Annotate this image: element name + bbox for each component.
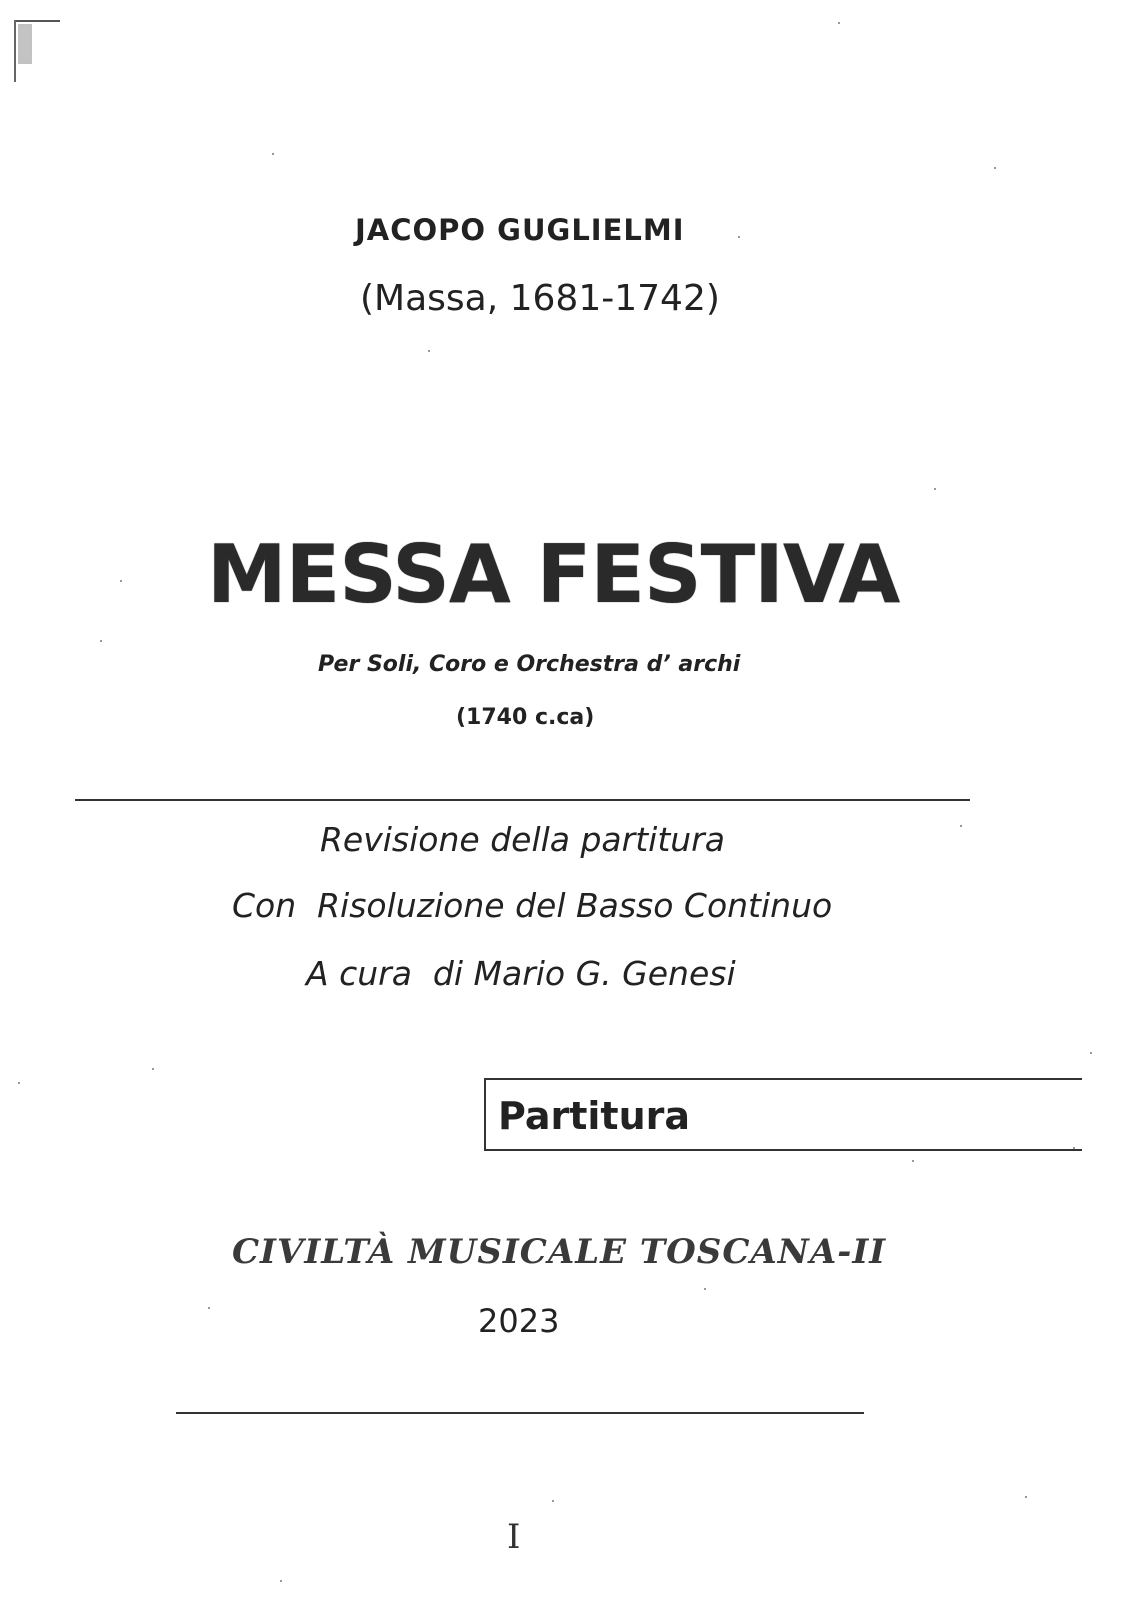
divider-bottom xyxy=(176,1412,864,1414)
revision-line-1: Revisione della partitura xyxy=(320,820,725,859)
publication-series: CIVILTÀ MUSICALE TOSCANA-II xyxy=(232,1232,887,1272)
score-type-box xyxy=(484,1078,1082,1151)
scan-artifact xyxy=(14,20,60,82)
page-number: I xyxy=(507,1517,521,1557)
revision-line-3: A cura di Mario G. Genesi xyxy=(306,954,736,993)
work-date: (1740 c.ca) xyxy=(456,705,595,730)
divider-top xyxy=(75,799,970,801)
composer-name: JACOPO GUGLIELMI xyxy=(355,213,685,247)
work-scoring: Per Soli, Coro e Orchestra d’ archi xyxy=(318,652,741,677)
score-type-label: Partitura xyxy=(498,1094,691,1138)
revision-line-2: Con Risoluzione del Basso Continuo xyxy=(232,886,833,925)
publication-year: 2023 xyxy=(478,1302,560,1340)
work-title: MESSA FESTIVA xyxy=(207,528,900,621)
composer-dates: (Massa, 1681-1742) xyxy=(360,278,720,319)
